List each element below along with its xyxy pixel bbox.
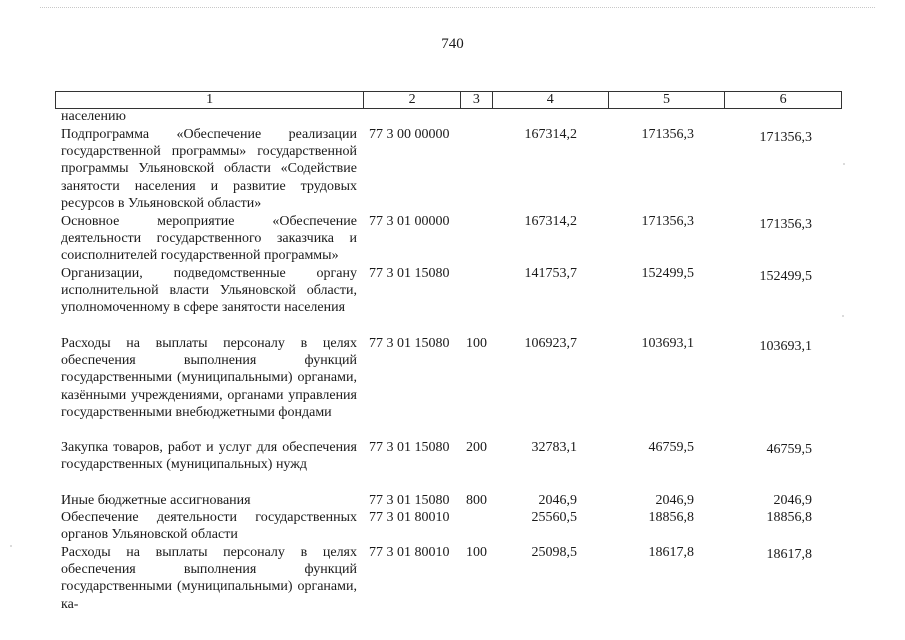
header-col-2: 2 — [364, 92, 461, 108]
row-expense-type: 200 — [466, 440, 487, 455]
row-description: Организации, подведомственные органу исполнительной власти Ульяновской области, уполномоченному в сфере занятости населения — [61, 266, 357, 316]
row-value-col4: 167314,2 — [524, 127, 577, 142]
row-value-col6: 18856,8 — [766, 510, 812, 525]
row-description: Обеспечение деятельности государственных органов Ульяновской области — [61, 510, 357, 543]
row-value-col6: 152499,5 — [759, 269, 812, 284]
row-value-col4: 167314,2 — [524, 214, 577, 229]
row-description: Расходы на выплаты персоналу в целях обеспечения выполнения функций государственными (муниципальными) органами, ка- — [61, 545, 357, 612]
row-value-col4: 25098,5 — [531, 545, 577, 560]
row-value-col6: 2046,9 — [773, 493, 812, 508]
row-code: 77 3 01 15080 — [369, 336, 450, 351]
row-code: 77 3 01 00000 — [369, 214, 450, 229]
row-code: 77 3 01 80010 — [369, 510, 450, 525]
row-value-col6: 103693,1 — [759, 339, 812, 354]
row-description: Иные бюджетные ассигнования — [61, 493, 251, 508]
header-col-6: 6 — [779, 92, 787, 107]
row-code: 77 3 01 80010 — [369, 545, 450, 560]
row-expense-type: 100 — [466, 545, 487, 560]
row-code: 77 3 01 15080 — [369, 266, 450, 281]
row-value-col6: 46759,5 — [766, 442, 812, 457]
header-col-5: 5 — [609, 92, 726, 108]
row-value-col6: 18617,8 — [766, 547, 812, 562]
row-description: Расходы на выплаты персоналу в целях обеспечения выполнения функций государственными (муниципальными) органами, казёнными учреждениями, органами управления государственными внебюджетными фондами — [61, 336, 357, 420]
row-value-col5: 152499,5 — [641, 266, 694, 281]
scan-speck — [10, 545, 12, 547]
row-value-col5: 2046,9 — [655, 493, 694, 508]
row-description: Закупка товаров, работ и услуг для обеспечения государственных (муниципальных) нужд — [61, 440, 357, 473]
row-value-col5: 171356,3 — [641, 214, 694, 229]
row-value-col4: 2046,9 — [538, 493, 577, 508]
header-col-4: 4 — [493, 92, 609, 108]
row-code: 77 3 01 15080 — [369, 493, 450, 508]
row-value-col6: 171356,3 — [759, 130, 812, 145]
continuation-text: населению — [61, 109, 126, 124]
row-description: Основное мероприятие «Обеспечение деятельности государственного заказчика и соисполнителей государственной программы» — [61, 214, 357, 264]
row-code: 77 3 01 15080 — [369, 440, 450, 455]
header-col-3: 3 — [461, 92, 493, 108]
scan-speck — [843, 163, 845, 165]
row-value-col5: 171356,3 — [641, 127, 694, 142]
page-number: 740 — [441, 36, 464, 52]
header-col-1: 1 — [56, 92, 364, 108]
row-description: Подпрограмма «Обеспечение реализации государственной программы» государственной программы Ульяновской области «Содействие занятости населения и развитие трудовых ресурсов в Ульяновской области» — [61, 127, 357, 211]
row-expense-type: 100 — [466, 336, 487, 351]
row-value-col4: 32783,1 — [531, 440, 577, 455]
row-value-col5: 18856,8 — [648, 510, 694, 525]
row-code: 77 3 00 00000 — [369, 127, 450, 142]
row-expense-type: 800 — [466, 493, 487, 508]
scan-edge-artifact — [40, 7, 875, 8]
scan-speck — [842, 315, 844, 317]
row-value-col5: 103693,1 — [641, 336, 694, 351]
row-value-col5: 46759,5 — [648, 440, 694, 455]
table-header — [55, 91, 842, 109]
row-value-col5: 18617,8 — [648, 545, 694, 560]
row-value-col4: 25560,5 — [531, 510, 577, 525]
row-value-col4: 141753,7 — [524, 266, 577, 281]
row-value-col4: 106923,7 — [524, 336, 577, 351]
row-value-col6: 171356,3 — [759, 217, 812, 232]
